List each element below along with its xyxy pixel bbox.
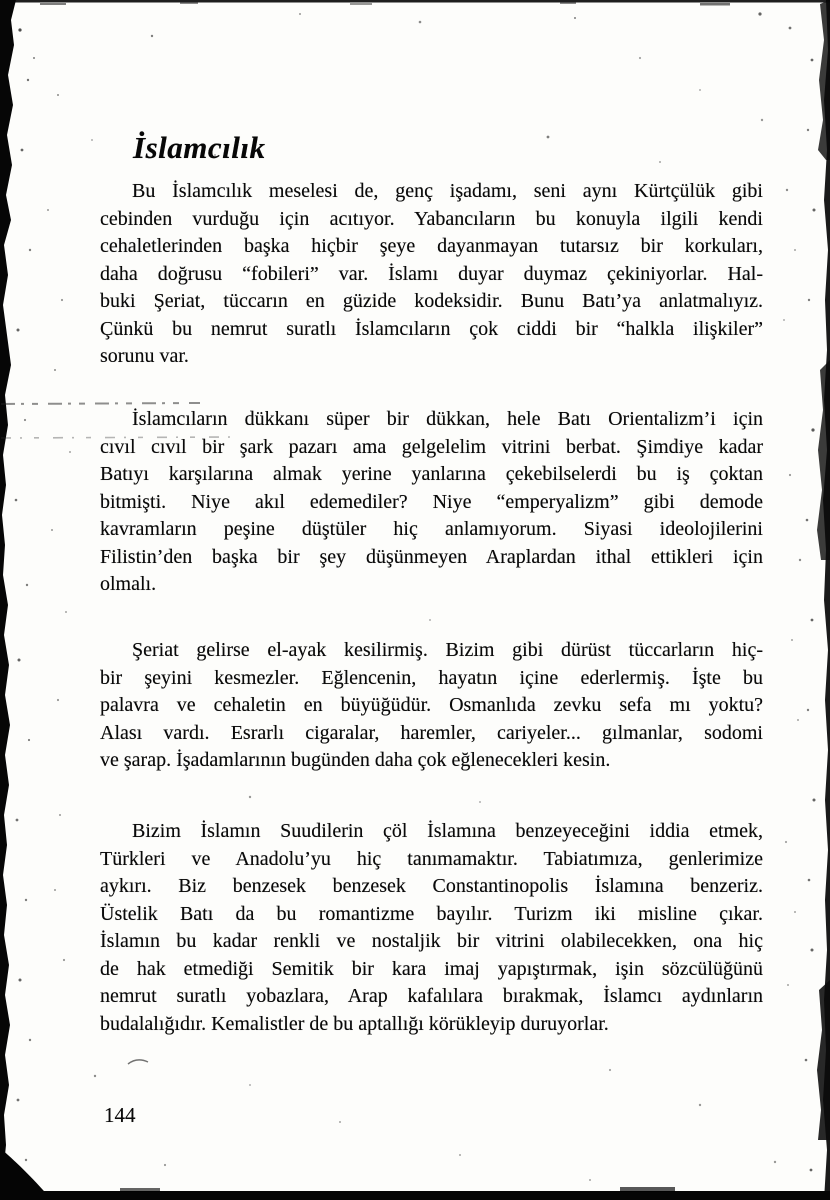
text-line: Üstelik Batı da bu romantizme bayılır. Turizm iki misline çıkar.	[100, 902, 763, 925]
text-line: Filistin’den başka bir şey düşünmeyen Araplardan ithal ettikleri için	[100, 545, 763, 568]
text-line: Batıyı karşılarına almak yerine yanlarına çekebilselerdi bu iş çoktan	[100, 463, 763, 485]
text-line: palavra ve cehaletin en büyüğüdür. Osmanlıda zevku sefa mı yoktu?	[100, 694, 763, 716]
paragraph-3	[100, 637, 763, 775]
text-line: İslamcıların dükkanı süper bir dükkan, hele Batı Orientalizm’i için	[132, 408, 763, 430]
text-line: sorunu var.	[100, 345, 189, 367]
text-line: Bu İslamcılık meselesi de, genç işadamı, seni aynı Kürtçülük gibi	[132, 180, 763, 202]
text-line: aykırı. Biz benzesek benzesek Constantinopolis İslamına benzeriz.	[100, 875, 763, 897]
text-line: buki Şeriat, tüccarın en güzide kodeksidir. Bunu Batı’ya anlatmalıyız.	[100, 290, 763, 312]
text-line: cehaletlerinden başka hiçbir şeye dayanmayan tutarsız bir korkuları,	[100, 235, 763, 257]
page-number: 144	[104, 1103, 136, 1127]
scan-edge-right	[805, 0, 830, 1200]
text-line: kavramların peşine düştüler hiç anlamıyorum. Siyasi ideolojilerini	[100, 518, 763, 540]
text-line: Şeriat gelirse el-ayak kesilirmiş. Bizim gibi dürüst tüccarların hiç-	[132, 639, 763, 661]
paragraph-1	[100, 178, 763, 371]
text-line: Türkleri ve Anadolu’yu hiç tanımamaktır. Tabiatımıza, genlerimize	[100, 847, 763, 870]
text-line: Çünkü bu nemrut suratlı İslamcıların çok ciddi bir “halkla ilişkiler”	[100, 317, 763, 340]
paragraph-2	[100, 406, 763, 599]
text-line: ve şarap. İşadamlarının bugünden daha çok eğlenecekleri kesin.	[100, 749, 611, 771]
scan-edge-bottom	[0, 1148, 830, 1200]
text-line: Bizim İslamın Suudilerin çöl İslamına benzeyeceğini iddia etmek,	[132, 820, 763, 842]
paragraph-4	[100, 818, 763, 1038]
text-line: daha doğrusu “fobileri” var. İslamı duyar duymaz çekiniyorlar. Hal-	[100, 262, 763, 285]
text-line: bir şeyini kesmezler. Eğlencenin, hayatın içine ederlermiş. İşte bu	[100, 666, 763, 689]
text-line: nemrut suratlı yobazlara, Arap kafalılara bırakmak, İslamcı aydınların	[100, 985, 763, 1007]
text-line: cebinden vurduğu için acıtıyor. Yabancıların bu konuyla ilgili kendi	[100, 207, 763, 230]
text-line: budalalığıdır. Kemalistler de bu aptallığı körükleyip duruyorlar.	[100, 1012, 609, 1035]
text-line: Alası vardı. Esrarlı cigaralar, haremler, cariyeler... gılmanlar, sodomi	[100, 721, 763, 744]
text-line: cıvıl cıvıl bir şark pazarı ama gelgelelim vitrini berbat. Şimdiye kadar	[100, 435, 763, 458]
chapter-title: İslamcılık	[133, 130, 266, 165]
scan-edge-left	[0, 0, 35, 1200]
text-line: olmalı.	[100, 573, 157, 595]
text-line: de hak etmediği Semitik bir kara imaj yapıştırmak, işin sözcülüğünü	[100, 957, 763, 980]
scan-edge-top	[0, 0, 830, 29]
text-line: İslamın bu kadar renkli ve nostaljik bir vitrini olabilecekken, ona hiç	[100, 930, 763, 952]
text-line: bitmişti. Niye akıl edemediler? Niye “emperyalizm” gibi demode	[100, 490, 763, 513]
